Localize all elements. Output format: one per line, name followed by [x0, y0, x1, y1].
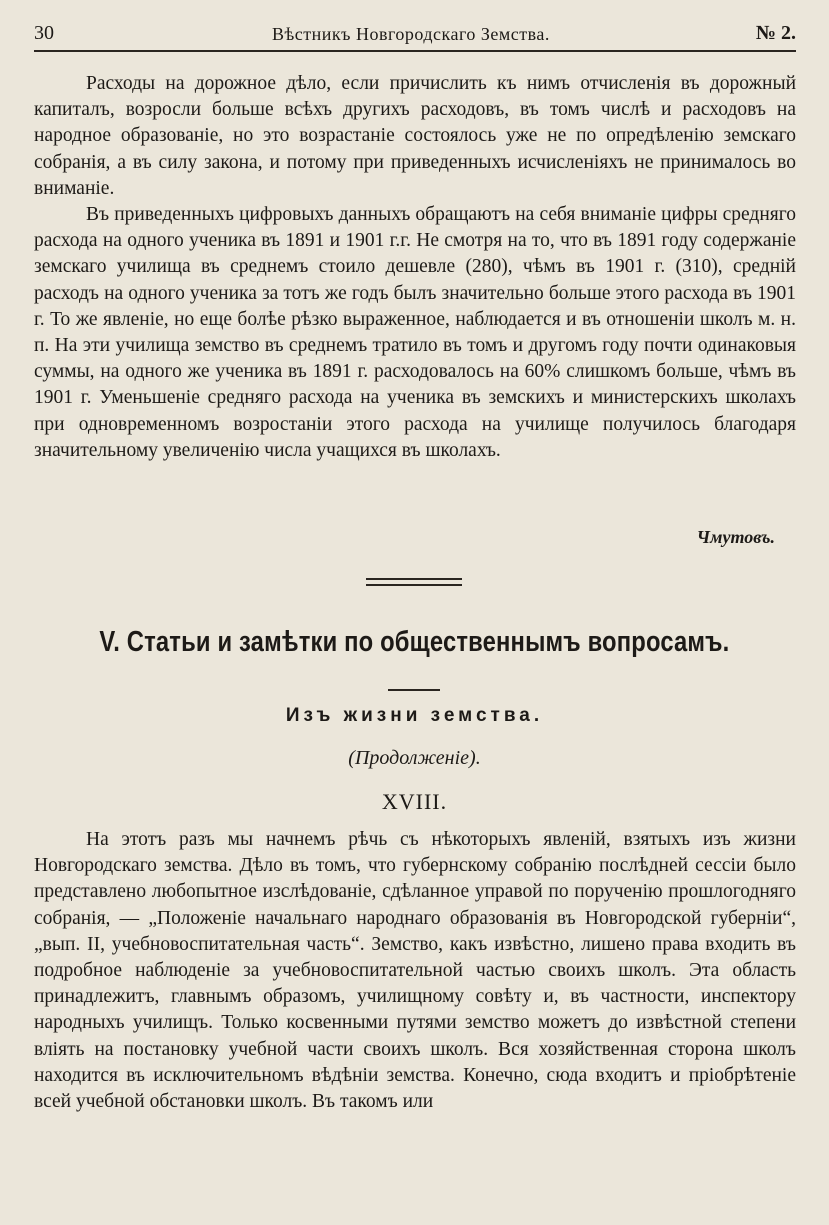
continuation-note: (Продолженіе).: [348, 747, 481, 769]
running-header: [34, 22, 796, 52]
article-body-top: [34, 71, 796, 464]
paragraph: На этотъ разъ мы начнемъ рѣчь съ нѣкоторыхъ явленій, взятыхъ изъ жизни Новгородскаго земства. Дѣло въ томъ, что губернскому собранію послѣдней сессіи было представлено любопытное изслѣдованіе, сдѣланное управой по порученію прошлогодняго собранія, — „Положеніе начальнаго народнаго образованія въ Новгородской губерніи“, „вып. II, учебновоспитательная часть“. Земство, какъ извѣстно, лишено права входить въ подробное наблюденіе за учебновоспитательной частью своихъ школъ. Эта область принадлежитъ, главнымъ образомъ, училищному совѣту и, въ частности, инспектору народныхъ училищъ. Только косвенными путями земство можетъ до извѣстной степени вліять на постановку учебной части своихъ школъ. Вся хозяйственная сторона школъ находится въ исключительномъ вѣдѣніи земства. Конечно, сюда входитъ и пріобрѣтеніе всей учебной обстановки школъ. Въ такомъ или: [34, 829, 796, 1113]
journal-title: Вѣстникъ Новгородскаго Земства.: [272, 24, 550, 44]
paragraph: Расходы на дорожное дѣло, если причислить къ нимъ отчисленія въ дорожный капиталъ, возросли больше всѣхъ другихъ расходовъ, въ томъ числѣ и расходовъ на народное образованіе, но это возрастаніе состоялось уже не по опредѣленію земскаго собранія, а въ силу закона, и потому при приведенныхъ исчисленіяхъ не принималось во вниманіе.: [34, 73, 796, 199]
issue-number: № 2.: [755, 22, 796, 44]
author-signature: Чмутовъ.: [696, 527, 775, 547]
section-heading: V. Статьи и замѣтки по общественнымъ вопросамъ.: [99, 626, 730, 658]
article-body-bottom: [34, 827, 796, 1115]
section-separator: [366, 578, 462, 586]
article-title: Изъ жизни земства.: [285, 705, 544, 726]
heading-rule: [388, 689, 440, 691]
page-number: 30: [34, 22, 54, 44]
paragraph: Въ приведенныхъ цифровыхъ данныхъ обращаютъ на себя вниманіе цифры средняго расхода на одного ученика въ 1891 и 1901 г.г. Не смотря на то, что въ 1891 году содержаніе земскаго училища въ среднемъ стоило дешевле (280), чѣмъ въ 1901 г. (310), средній расходъ на одного ученика за тотъ же годъ былъ значительно больше этого расхода въ 1901 г. То же явленіе, но еще болѣе рѣзко выраженное, наблюдается и въ отношеніи школъ м. н. п. На эти училища земство въ среднемъ тратило въ томъ и другомъ году почти одинаковыя суммы, на одного же ученика въ 1891 г. расходовалось на 60% слишкомъ больше, чѣмъ въ 1901 г. Уменьшеніе средняго расхода на ученика въ земскихъ и министерскихъ школахъ при одновременномъ возростаніи этого расхода на училище получилось благодаря значительному увеличенію числа учащихся въ школахъ.: [34, 204, 796, 461]
header-rule: [34, 50, 796, 52]
chapter-numeral: XVIII.: [381, 789, 448, 814]
